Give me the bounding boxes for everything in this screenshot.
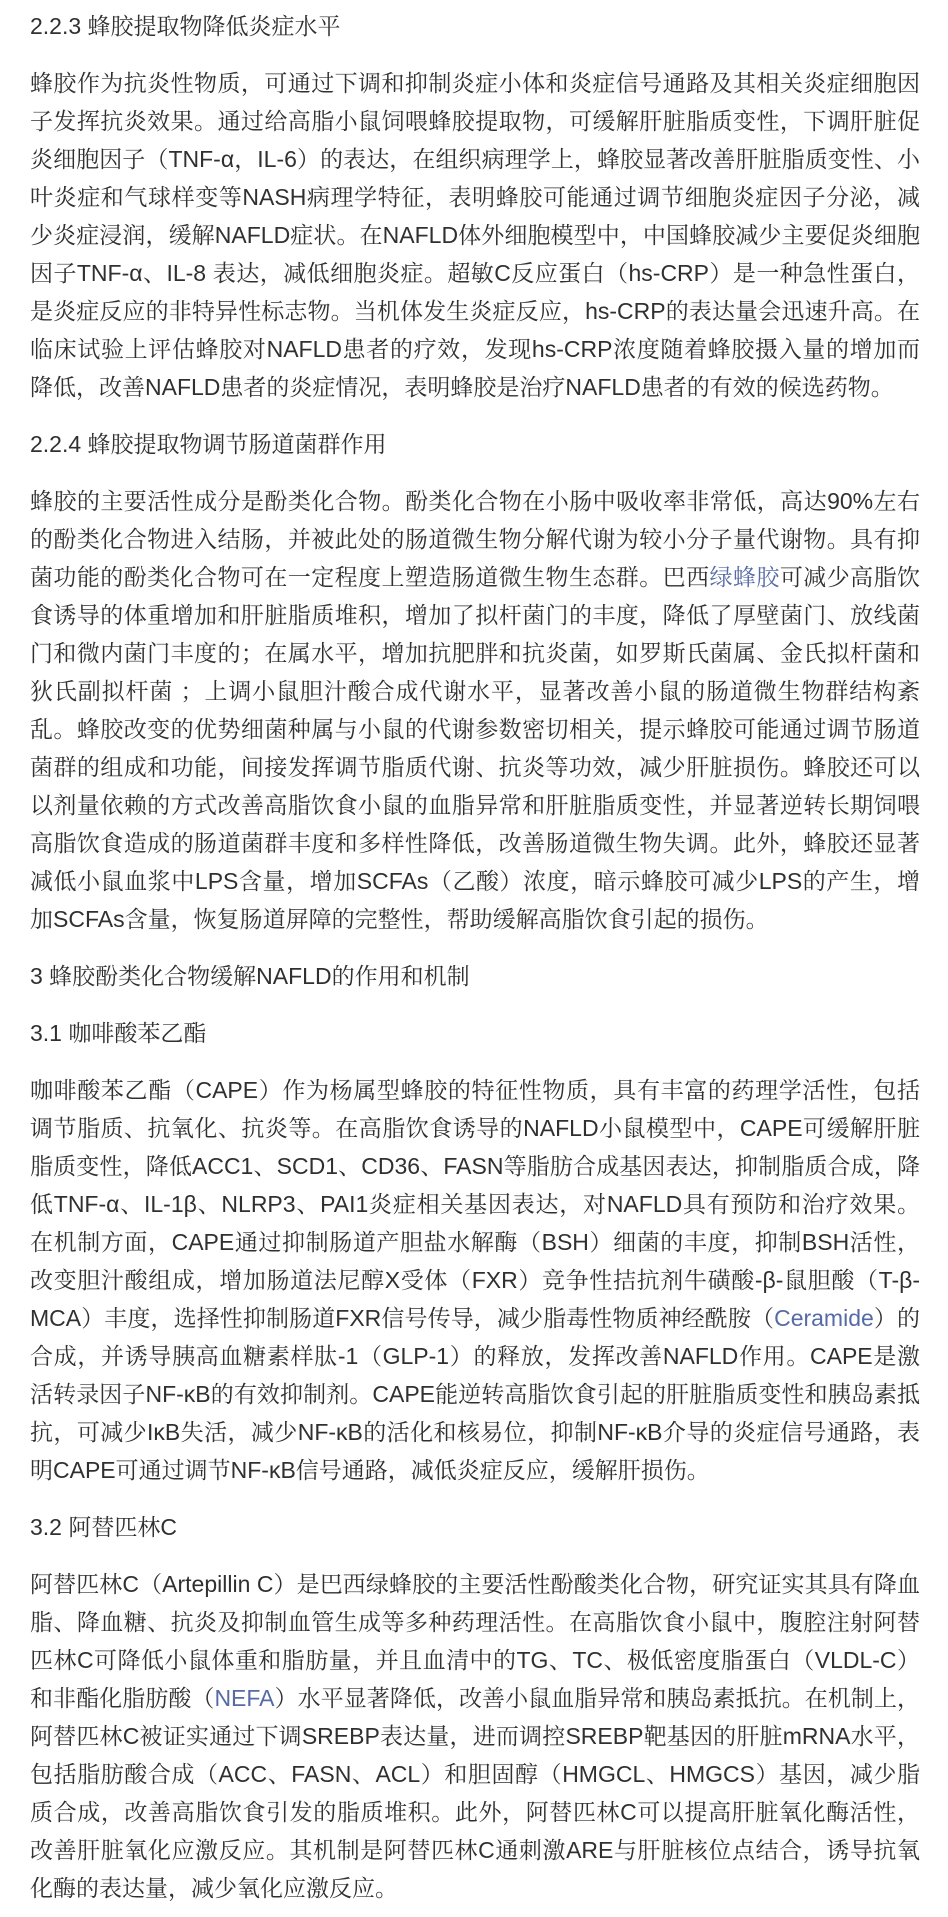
paragraph-inflammation: 蜂胶作为抗炎性物质，可通过下调和抑制炎症小体和炎症信号通路及其相关炎症细胞因子发挥抗炎效果。通过给高脂小鼠饲喂蜂胶提取物，可缓解肝脏脂质变性，下调肝脏促炎细胞因子（TNF-α，IL-6）的表达，在组织病理学上，蜂胶显著改善肝脏脂质变性、小叶炎症和气球样变等NASH病理学特征，表明蜂胶可能通过调节细胞炎症因子分泌，减少炎症浸润，缓解NAFLD症状。在NAFLD体外细胞模型中，中国蜂胶减少主要促炎细胞因子TNF-α、IL-8 表达，减低细胞炎症。超敏C反应蛋白（hs-CRP）是一种急性蛋白，是炎症反应的非特异性标志物。当机体发生炎症反应，hs-CRP的表达量会迅速升高。在临床试验上评估蜂胶对NAFLD患者的疗效，发现hs-CRP浓度随着蜂胶摄入量的增加而降低，改善NAFLD患者的炎症情况，表明蜂胶是治疗NAFLD患者的有效的候选药物。 [30,70,920,400]
text-run: 可减少高脂饮食诱导的体重增加和肝脏脂质堆积，增加了拟杆菌门的丰度，降低了厚壁菌门、放线菌门和微内菌门丰度的；在属水平，增加抗肥胖和抗炎菌，如罗斯氏菌属、金氏拟杆菌和狄氏副拟杆菌 ；上调小鼠胆汁酸合成代谢水平，显著改善小鼠的肠道微生物群结构紊乱。蜂胶改变的优势细菌种属与小鼠的代谢参数密切相关，提示蜂胶可能通过调节肠道菌群的组成和功能，间接发挥调节脂质代谢、抗炎等功效，减少肝脏损伤。蜂胶还可以以剂量依赖的方式改善高脂饮食小鼠的血脂异常和肝脏脂质变性，并显著逆转长期饲喂高脂饮食造成的肠道菌群丰度和多样性降低，改善肠道微生物失调。此外，蜂胶还显著减低小鼠血浆中LPS含量，增加SCFAs（乙酸）浓度，暗示蜂胶可减少LPS的产生，增加SCFAs含量，恢复肠道屏障的完整性，帮助缓解高脂饮食引起的损伤。 [30,564,921,932]
paragraph-cape [30,1071,920,1489]
section-heading-2-2-3: 2.2.3 蜂胶提取物降低炎症水平 [30,13,341,39]
section-heading-2-2-4: 2.2.4 蜂胶提取物调节肠道菌群作用 [30,431,387,457]
link-ceramide[interactable]: Ceramide [774,1305,874,1331]
text-run: ）水平显著降低，改善小鼠血脂异常和胰岛素抵抗。在机制上，阿替匹林C被证实通过下调SREBP表达量，进而调控SREBP靶基因的肝脏mRNA水平，包括脂肪酸合成（ACC、FASN、ACL）和胆固醇（HMGCL、HMGCS）基因，减少脂质合成，改善高脂饮食引发的脂质堆积。此外，阿替匹林C可以提高肝脏氧化酶活性，改善肝脏氧化应激反应。其机制是阿替匹林C通刺激ARE与肝脏核位点结合，诱导抗氧化酶的表达量，减少氧化应激反应。 [30,1685,921,1901]
section-heading-3: 3 蜂胶酚类化合物缓解NAFLD的作用和机制 [30,963,470,989]
section-heading-3-1: 3.1 咖啡酸苯乙酯 [30,1020,207,1046]
text-run: ）的合成，并诱导胰高血糖素样肽-1（GLP-1）的释放，发挥改善NAFLD作用。CAPE是激活转录因子NF-κB的有效抑制剂。CAPE能逆转高脂饮食引起的肝脏脂质变性和胰岛素抵抗，可减少IκB失活，减少NF-κB的活化和核易位，抑制NF-κB介导的炎症信号通路，表明CAPE可通过调节NF-κB信号通路，减低炎症反应，缓解肝损伤。 [30,1305,920,1483]
section-heading-3-2: 3.2 阿替匹林C [30,1514,177,1540]
text-run: 阿替匹林C（Artepillin C）是巴西绿蜂胶的主要活性酚酸类化合物，研究证实其具有降血脂、降血糖、抗炎及抑制血管生成等多种药理活性。在高脂饮食小鼠中，腹腔注射阿替匹林C可降低小鼠体重和脂肪量，并且血清中的TG、TC、极低密度脂蛋白（VLDL-C）和非酯化脂肪酸（ [30,1571,920,1711]
link-green-propolis[interactable]: 绿蜂胶 [709,564,780,590]
paragraph-gut-microbiota [30,482,920,938]
text-run: 蜂胶的主要活性成分是酚类化合物。酚类化合物在小肠中吸收率非常低，高达90%左右的酚类化合物进入结肠，并被此处的肠道微生物分解代谢为较小分子量代谢物。具有抑菌功能的酚类化合物可在一定程度上塑造肠道微生物生态群。巴西 [30,488,920,590]
paragraph-artepillin-c [30,1565,920,1907]
text-run: 咖啡酸苯乙酯（CAPE）作为杨属型蜂胶的特征性物质，具有丰富的药理学活性，包括调节脂质、抗氧化、抗炎等。在高脂饮食诱导的NAFLD小鼠模型中，CAPE可缓解肝脏脂质变性，降低ACC1、SCD1、CD36、FASN等脂肪合成基因表达，抑制脂质合成，降低TNF-α、IL-1β、NLRP3、PAI1炎症相关基因表达，对NAFLD具有预防和治疗效果。在机制方面，CAPE通过抑制肠道产胆盐水解酶（BSH）细菌的丰度，抑制BSH活性，改变胆汁酸组成，增加肠道法尼醇X受体（FXR）竞争性拮抗剂牛磺酸-β-鼠胆酸（T-β-MCA）丰度，选择性抑制肠道FXR信号传导，减少脂毒性物质神经酰胺（ [30,1077,920,1331]
link-nefa[interactable]: NEFA [214,1685,275,1711]
